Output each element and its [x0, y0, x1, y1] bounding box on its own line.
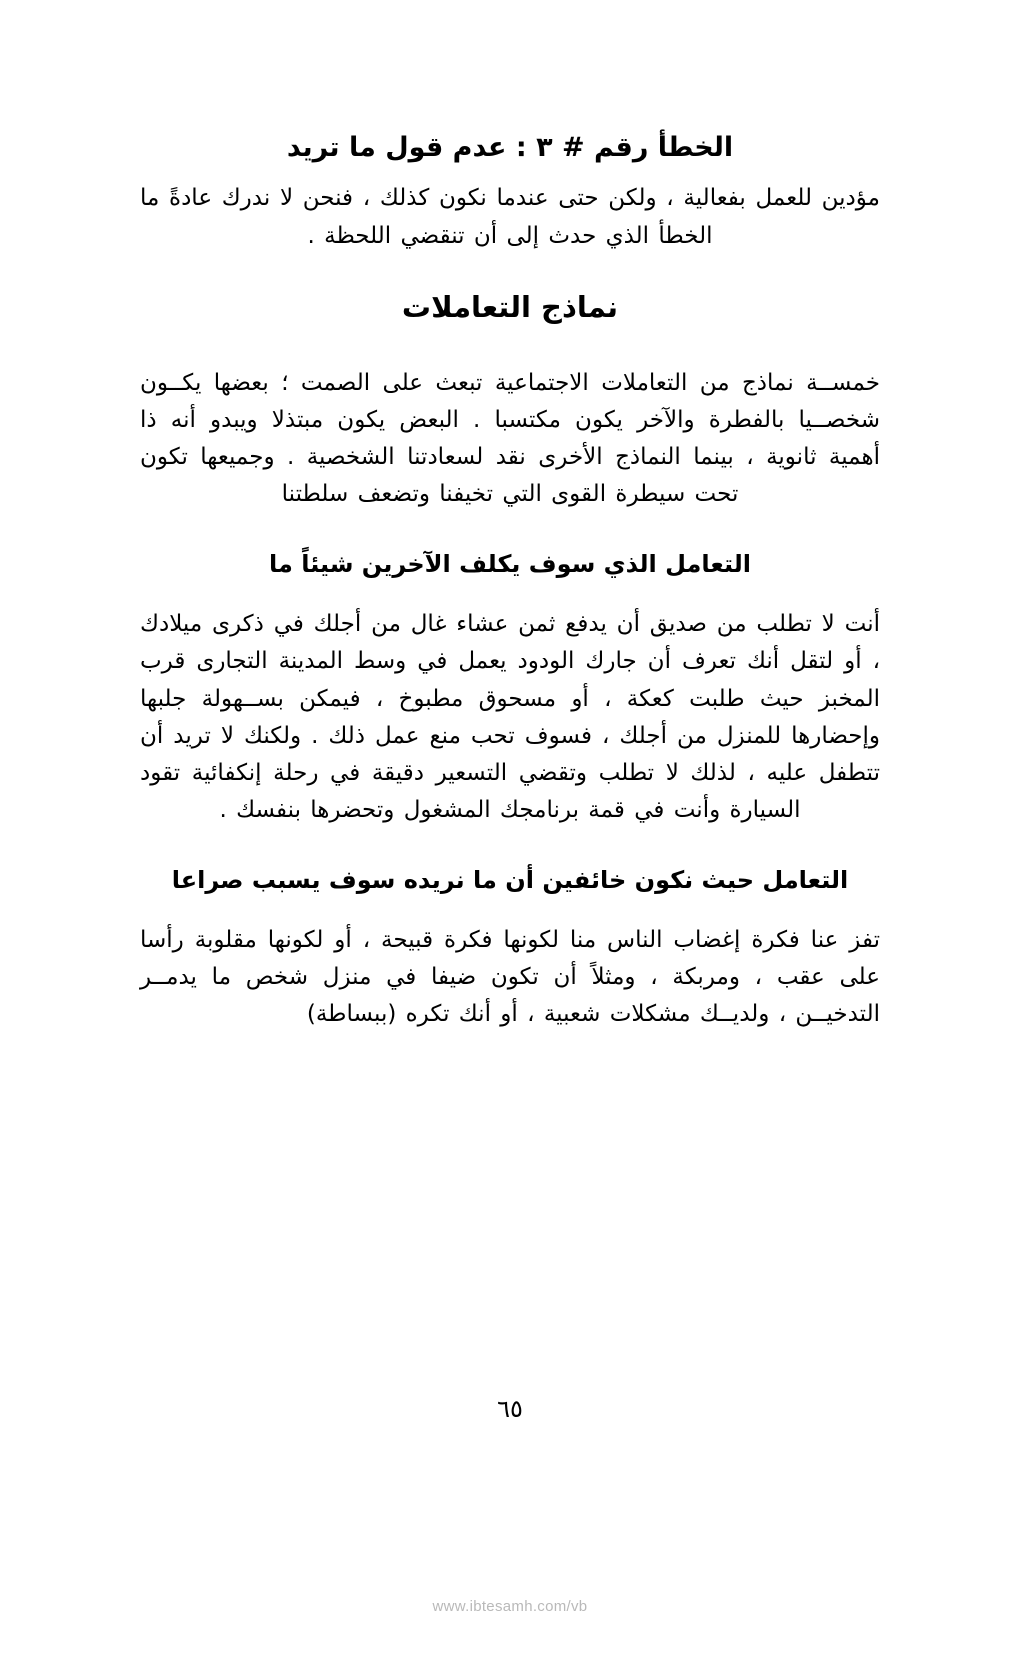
intro-paragraph: مؤدين للعمل بفعالية ، ولكن حتى عندما نكون كذلك ، فنحن لا ندرك عادةً ما الخطأ الذي حدث إلى أن تنقضي اللحظة . [140, 185, 880, 249]
sub-heading-transaction-costs-others: التعامل الذي سوف يكلف الآخرين شيئاً ما [269, 549, 751, 578]
section-paragraph-transaction-fear-conflict: تفز عنا فكرة إغضاب الناس منا لكونها فكرة قبيحة ، أو لكونها مقلوبة رأسا على عقب ، ومربكة ، ومثلاً أن تكون ضيفا في منزل شخص ما يدمــر التدخيــن ، ولديــك مشكلات شعبية ، أو أنك تكره (ببساطة) [140, 926, 880, 1028]
section-heading-models-of-transactions: نماذج التعاملات [401, 289, 619, 324]
footer-watermark: www.ibtesamh.com/vb [432, 1598, 588, 1615]
section-paragraph-transaction-costs-others: أنت لا تطلب من صديق أن يدفع ثمن عشاء غال من أجلك في ذكرى ميلادك ، أو لتقل أنك تعرف أن جارك الودود يعمل في وسط المدينة التجارى قرب المخبز حيث طلبت كعكة ، أو مسحوق مطبوخ ، فيمكن بســهولة جلبها وإحضارها للمنزل من أجلك ، فسوف تحب منع عمل ذلك . ولكنك لا تريد أن تتطفل عليه ، لذلك لا تطلب وتقضي التسعير دقيقة في رحلة إنكفائية تقود السيارة وأنت في قمة برنامجك المشغول وتحضرها بنفسك . [140, 611, 880, 824]
sub-heading-transaction-fear-conflict: التعامل حيث نكون خائفين أن ما نريده سوف يسبب صراعا [171, 865, 849, 894]
page-number: ٦٥ [497, 1395, 523, 1423]
chapter-title: الخطأ رقم # ٣ : عدم قول ما تريد [286, 132, 734, 163]
section-paragraph-models-of-transactions: خمســة نماذج من التعاملات الاجتماعية تبعث على الصمت ؛ بعضها يكــون شخصــيا بالفطرة والآخر يكون مكتسبا . البعض يكون مبتذلا ويبدو أنه ذا أهمية ثانوية ، بينما النماذج الأخرى نقد لسعادتنا الشخصية . وجميعها تكون تحت سيطرة القوى التي تخيفنا وتضعف سلطتنا [140, 369, 880, 508]
page-content [140, 130, 880, 1044]
